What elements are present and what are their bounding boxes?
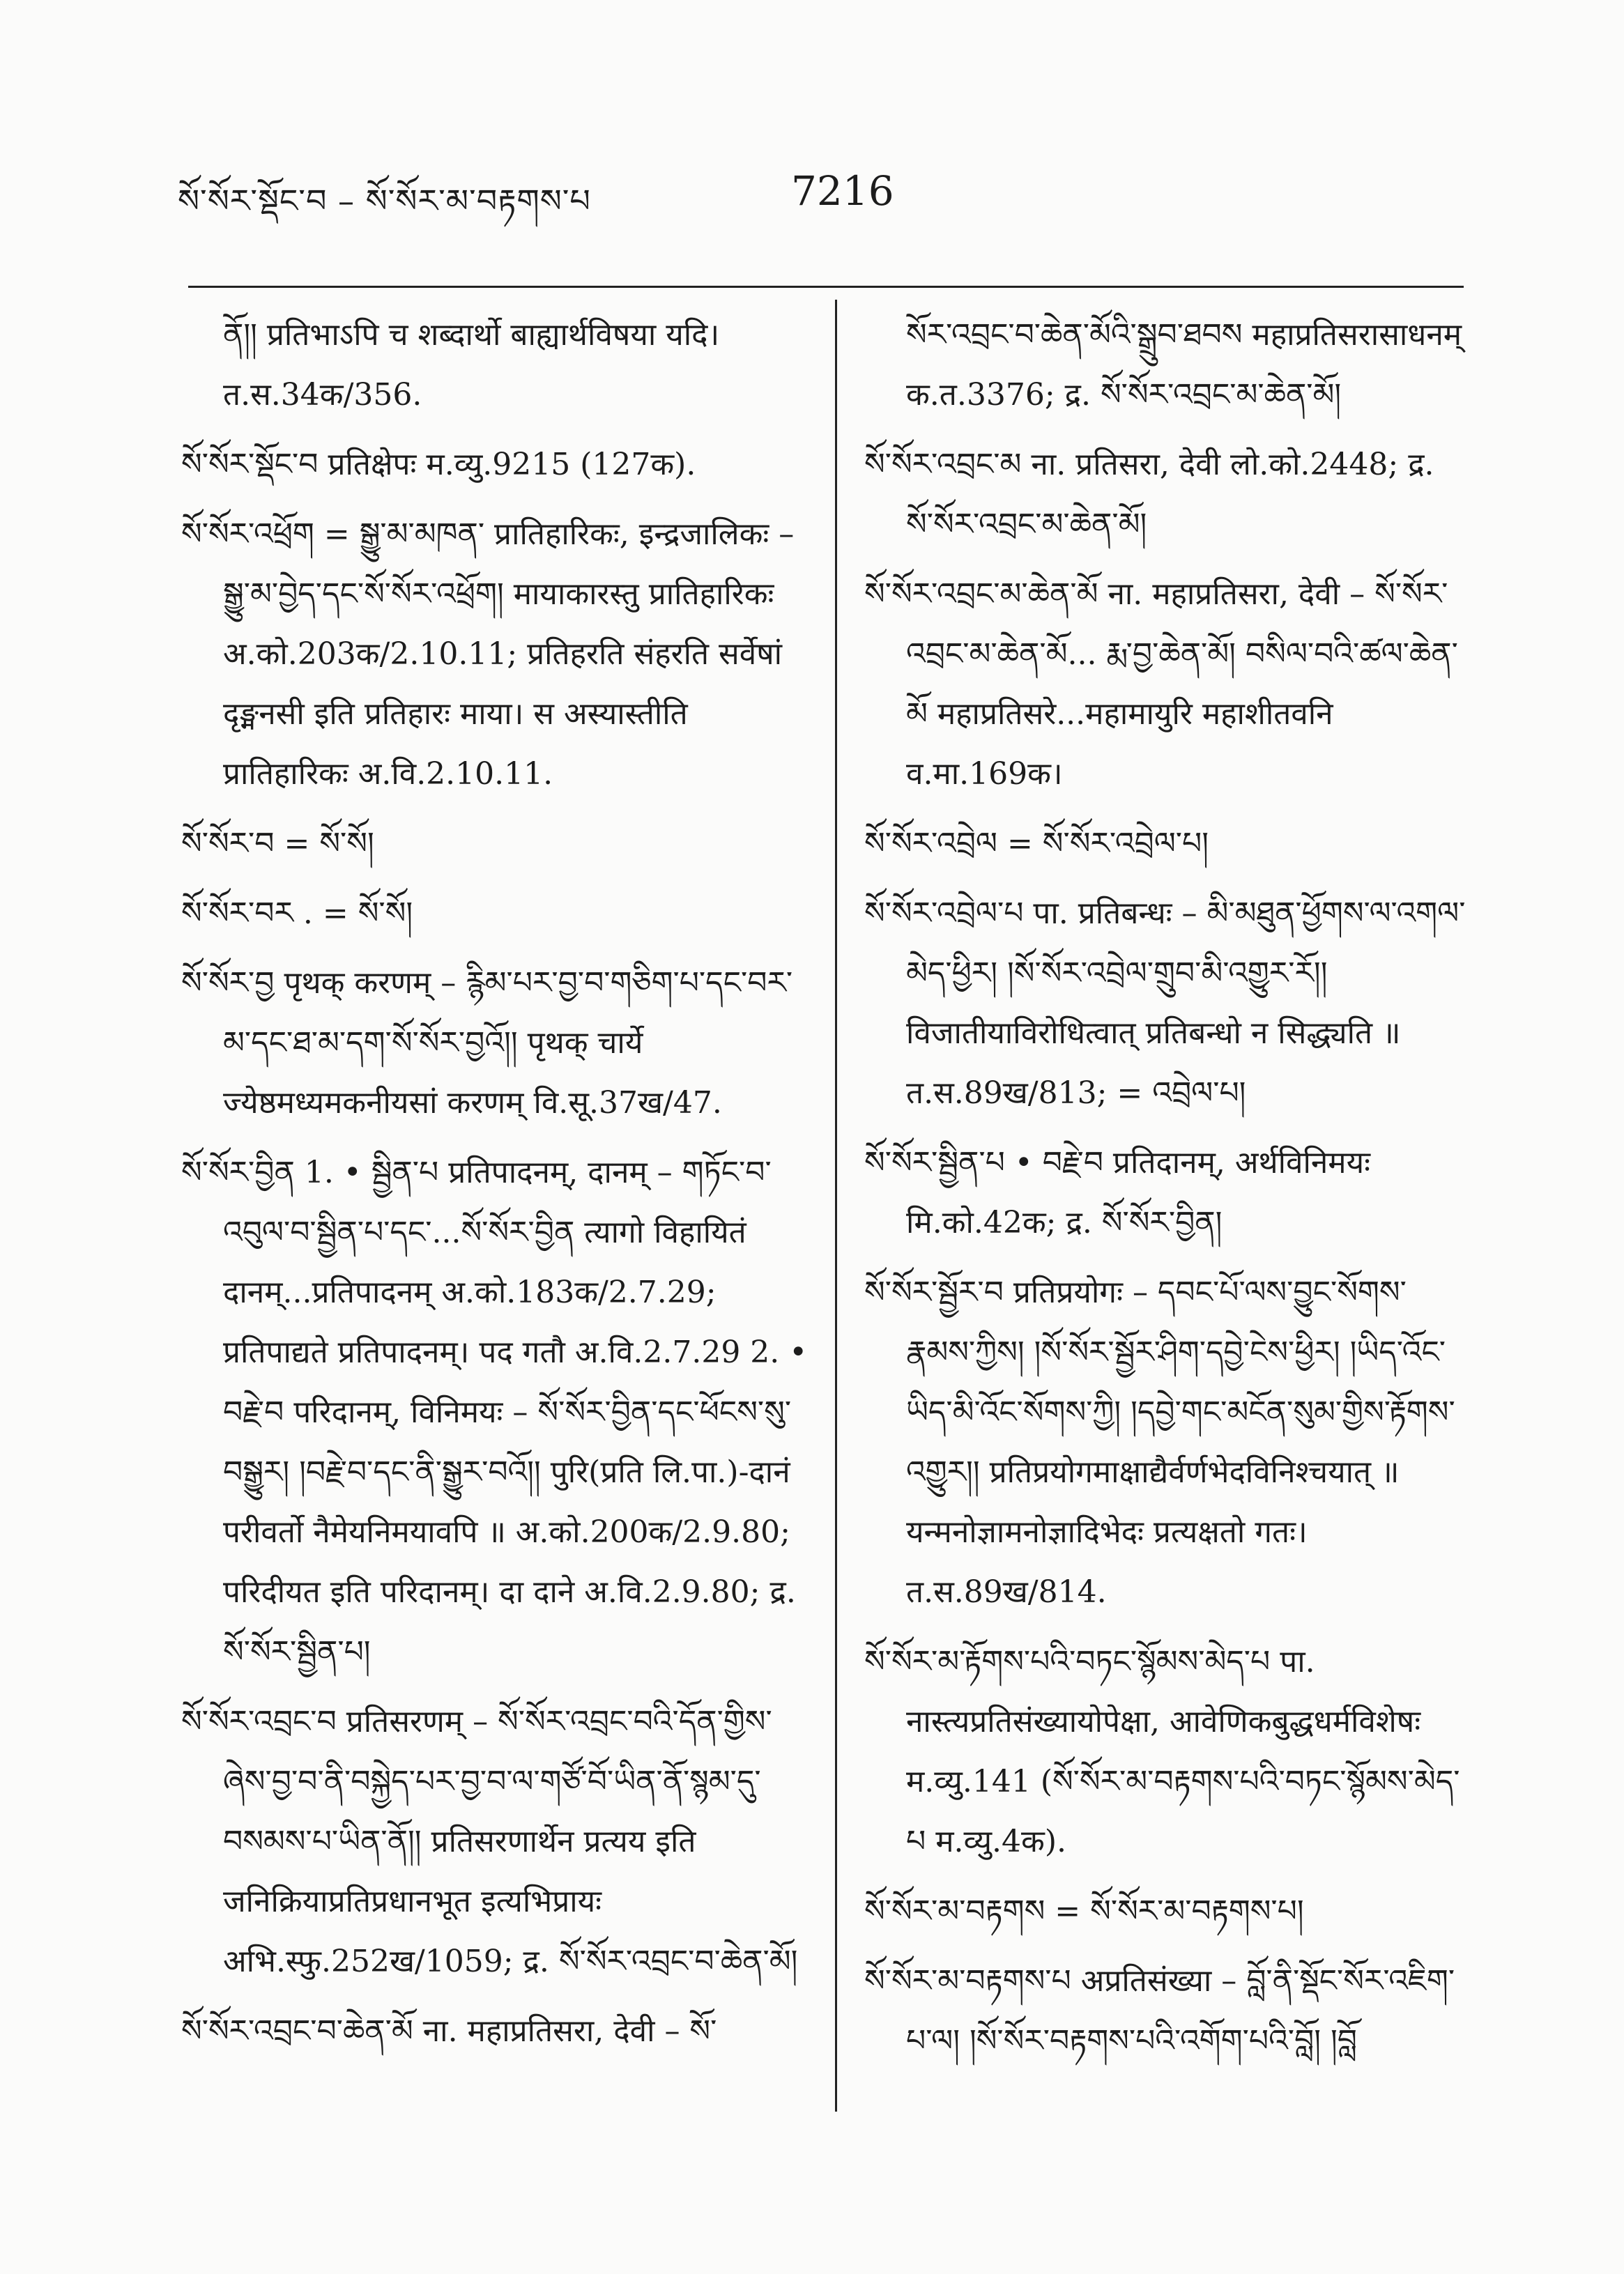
dictionary-entry: སོ་སོར་སྦྱོར་བ प्रतिप्रयोगः – དབང་པོ་ལས་བྱུང་སོགས་རྣམས་ཀྱིས། །སོ་སོར་སྦྱོར་ཤིག་དབྱེ་ངེས་ཕྱིར། །ཡིད་འོང་ཡིད་མི་འོང་སོགས་ཀྱི། །དབྱེ་གང་མངོན་སུམ་གྱིས་རྟོགས་འགྱུར།། प्रतिप्रयोगमाक्षाद्यैर्वर्णभेदविनिश्चयात् ॥ यन्मनोज्ञामनोज्ञादिभेदः प्रत्यक्षतो गतः। त.स.89ख/814. (864, 1275, 1455, 1610)
dictionary-entry: སོ་སོར་མ་བརྟགས = སོ་སོར་མ་བརྟགས་པ། (864, 1893, 1304, 1929)
dictionary-entry: སོ་སོར་འབྲང་མ ना. प्रतिसरा, देवी लो.को.2448; द्र. སོ་སོར་འབྲང་མ་ཆེན་མོ། (864, 447, 1434, 542)
dictionary-entry: སོ་སོར་འབྲང་བ་ཆེན་མོ ना. महाप्रतिसरा, देवी – སོ་ (181, 2013, 717, 2049)
dictionary-entry: སོ་སོར་བྱ पृथक् करणम् – རྙིམ་པར་བྱ་བ་གཅིག་པ་དང་བར་མ་དང་ཐ་མ་དག་སོ་སོར་བྱའོ།། पृथक् चार्ये ज्येष्ठमध्यमकनीयसां करणम् वि.सू.37ख/47. (181, 965, 793, 1121)
dictionary-entry: སོ་སོར་འཕྲོག = སྒྱུ་མ་མཁན་ प्रातिहारिकः, इन्द्रजालिकः – སྒྱུ་མ་བྱེད་དང་སོ་སོར་འཕྲོག། मायाकारस्तु प्रातिहारिकः अ.को.203क/2.10.11; प्रतिहरति संहरति सर्वेषां दृङ्मनसी इति प्रतिहारः माया। स अस्यास्तीति प्रातिहारिकः अ.वि.2.10.11. (181, 516, 795, 792)
dictionary-entry: སོ་སོར་སྦྱིན་པ • བརྗེ་བ प्रतिदानम्, अर्थविनिमयः मि.को.42क; द्र. སོ་སོར་བྱིན། (864, 1145, 1371, 1240)
dictionary-entry: སོ་སོར་མ་བརྟགས་པ अप्रतिसंख्या – བློ་ནི་སྡོང་སོར་འཇིག་པ་ལ། །སོ་སོར་བརྟགས་པའི་འགོག་པའི་བློ། །བློ (864, 1963, 1455, 2059)
running-head: སོ་སོར་སྡོང་བ – སོ་སོར་མ་བརྟགས་པ (178, 182, 591, 220)
dictionary-entry: སོ་སོར་འབྲང་བ प्रतिसरणम् – སོ་སོར་འབྲང་བའི་དོན་གྱིས་ཞེས་བྱ་བ་ནི་བསྐྱེད་པར་བྱ་བ་ལ་གཙོ་བོ་ཡིན་ནོ་སྙམ་དུ་བསམས་པ་ཡིན་ནོ།། प्रतिसरणार्थेन प्रत्यय इति जनिक्रियाप्रतिप्रधानभूत इत्यभिप्रायः अभि.स्फु.252ख/1059; द्र. སོ་སོར་འབྲང་བ་ཆེན་མོ། (181, 1704, 798, 1979)
left-column (181, 305, 812, 2071)
dictionary-entry: སོ་སོར་བར . = སོ་སོ། (181, 896, 413, 931)
dictionary-entry: སོ་སོར་བ = སོ་སོ། (181, 826, 374, 861)
dictionary-entry: སོ་སོར་སྡོང་བ प्रतिक्षेपः म.व्यु.9215 (127क). (181, 447, 696, 482)
dictionary-entry: སོ་སོར་བྱིན 1. • སྦྱིན་པ प्रतिपादनम्, दानम् – གཏོང་བ་འབུལ་བ་སྦྱིན་པ་དང་...སོ་སོར་བྱིན त्यागो विहायितं दानम्...प्रतिपादनम् अ.को.183क/2.7.29; प्रतिपाद्यते प्रतिपादनम्। पद गतौ अ.वि.2.7.29 2. • བརྗེ་བ परिदानम्, विनिमयः – སོ་སོར་བྱིན་དང་ཕོངས་སུ་བསྒྱུར། །བརྗེ་བ་དང་ནི་སྒྱུར་བའོ།། पुरि(प्रति लि.पा.)-दानं परीवर्तो नैमेयनिमयावपि ॥ अ.को.200क/2.9.80; परिदीयत इति परिदानम्। दा दाने अ.वि.2.9.80; द्र. སོ་སོར་སྦྱིན་པ། (181, 1155, 808, 1670)
page-number: 7216 (791, 167, 894, 215)
dictionary-entry: སོར་འབྲང་བ་ཆེན་མོའི་སྒྲུབ་ཐབས महाप्रतिसरासाधनम् क.त.3376; द्र. སོ་སོར་འབྲང་མ་ཆེན་མོ། (906, 317, 1462, 413)
dictionary-entry: སོ་སོར་འབྲང་མ་ཆེན་མོ ना. महाप्रतिसरा, देवी – སོ་སོར་འབྲང་མ་ཆེན་མོ... རྨ་བྱ་ཆེན་མོ། བསིལ་བའི་ཚལ་ཆེན་མོ महाप्रतिसरे...महामायुरि महाशीतवनि व.मा.169क। (864, 576, 1458, 792)
dictionary-entry: ནོ།། प्रतिभाऽपि च शब्दार्थो बाह्यार्थविषया यदि। त.स.34क/356. (223, 317, 720, 413)
dictionary-entry: སོ་སོར་འབྲེལ་པ पा. प्रतिबन्धः – མི་མཐུན་ཕྱོགས་ལ་འགལ་མེད་ཕྱིར། །སོ་སོར་འབྲེལ་གྲུབ་མི་འགྱུར་རོ།། विजातीयाविरोधित्वात् प्रतिबन्धो न सिद्ध्यति ॥ त.स.89ख/813; = འབྲེལ་པ། (864, 896, 1466, 1111)
dictionary-entry: སོ་སོར་མ་རྟོགས་པའི་བཏང་སྙོམས་མེད་པ पा. नास्त्यप्रतिसंख्यायोपेक्षा, आवेणिकबुद्धधर्मविशेषः म.व्यु.141 (སོ་སོར་མ་བརྟགས་པའི་བཏང་སྙོམས་མེད་པ म.व्यु.4क). (864, 1644, 1460, 1859)
right-column (864, 305, 1467, 2081)
header-rule (188, 286, 1464, 288)
dictionary-entry: སོ་སོར་འབྲེལ = སོ་སོར་འབྲེལ་པ། (864, 826, 1209, 861)
column-divider (835, 300, 837, 2112)
